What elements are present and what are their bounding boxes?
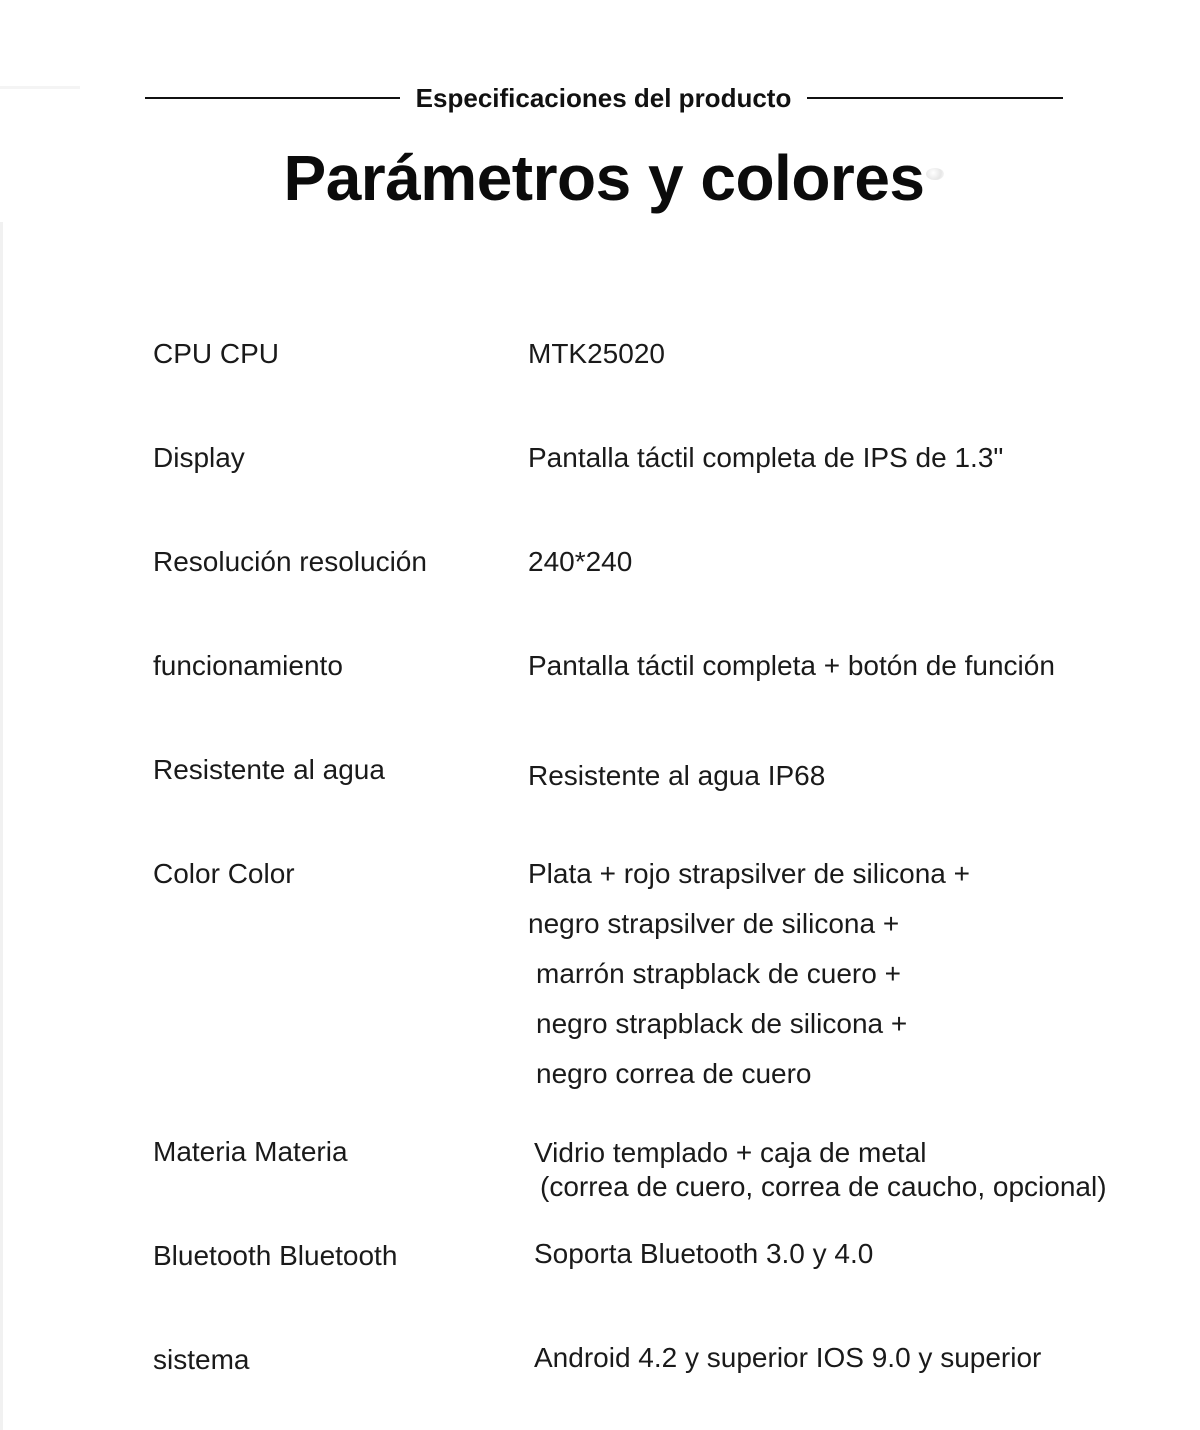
section-subtitle: Especificaciones del producto: [415, 83, 792, 113]
spec-value-bluetooth: [534, 1238, 873, 1270]
spec-value-operation: [528, 650, 1055, 682]
header-rule-left: [145, 97, 400, 99]
spec-value-line: Android 4.2 y superior IOS 9.0 y superior: [534, 1342, 1042, 1373]
left-edge-rule: [0, 222, 3, 1430]
spec-value-line: Pantalla táctil completa + botón de función: [528, 650, 1055, 681]
spec-value-line: (correa de cuero, correa de caucho, opcional): [540, 1171, 1107, 1202]
spec-label-display: Display: [153, 442, 245, 473]
spec-label-cpu: CPU CPU: [153, 338, 280, 369]
spec-label-system: sistema: [153, 1344, 250, 1375]
spec-value-color: [528, 849, 970, 1099]
spec-value-cpu: [528, 338, 665, 370]
spec-value-line: Plata + rojo strapsilver de silicona +: [528, 858, 970, 889]
header-rule-right: [807, 97, 1063, 99]
spec-label-waterproof: Resistente al agua: [153, 754, 385, 785]
spec-value-display: [528, 442, 1003, 474]
spec-label-operation: funcionamiento: [153, 650, 343, 681]
spec-value-resolution: [528, 546, 632, 578]
spec-value-line: negro strapblack de silicona +: [536, 1008, 908, 1039]
spec-value-line: marrón strapblack de cuero +: [536, 958, 901, 989]
spec-value-line: Vidrio templado + caja de metal: [534, 1137, 927, 1168]
spec-label-resolution: Resolución resolución: [153, 546, 427, 577]
decorative-smudge: [0, 86, 80, 89]
spec-value-line: 240*240: [528, 546, 633, 577]
spec-label-bluetooth: Bluetooth Bluetooth: [153, 1240, 398, 1271]
spec-value-system: [534, 1342, 1041, 1374]
spec-label-color: Color Color: [153, 858, 295, 889]
page-title: Parámetros y colores: [283, 142, 925, 214]
spec-value-line: Pantalla táctil completa de IPS de 1.3": [528, 442, 1004, 473]
spec-value-line: MTK25020: [528, 338, 665, 369]
spec-value-line: Soporta Bluetooth 3.0 y 4.0: [534, 1238, 874, 1269]
spec-value-material: [534, 1136, 1107, 1204]
spec-label-material: Materia Materia: [153, 1136, 348, 1167]
decorative-dot: [926, 168, 944, 180]
spec-value-line: negro strapsilver de silicona +: [528, 908, 900, 939]
spec-value-waterproof: [528, 760, 825, 792]
spec-value-line: Resistente al agua IP68: [528, 760, 826, 791]
spec-value-line: negro correa de cuero: [536, 1058, 812, 1089]
